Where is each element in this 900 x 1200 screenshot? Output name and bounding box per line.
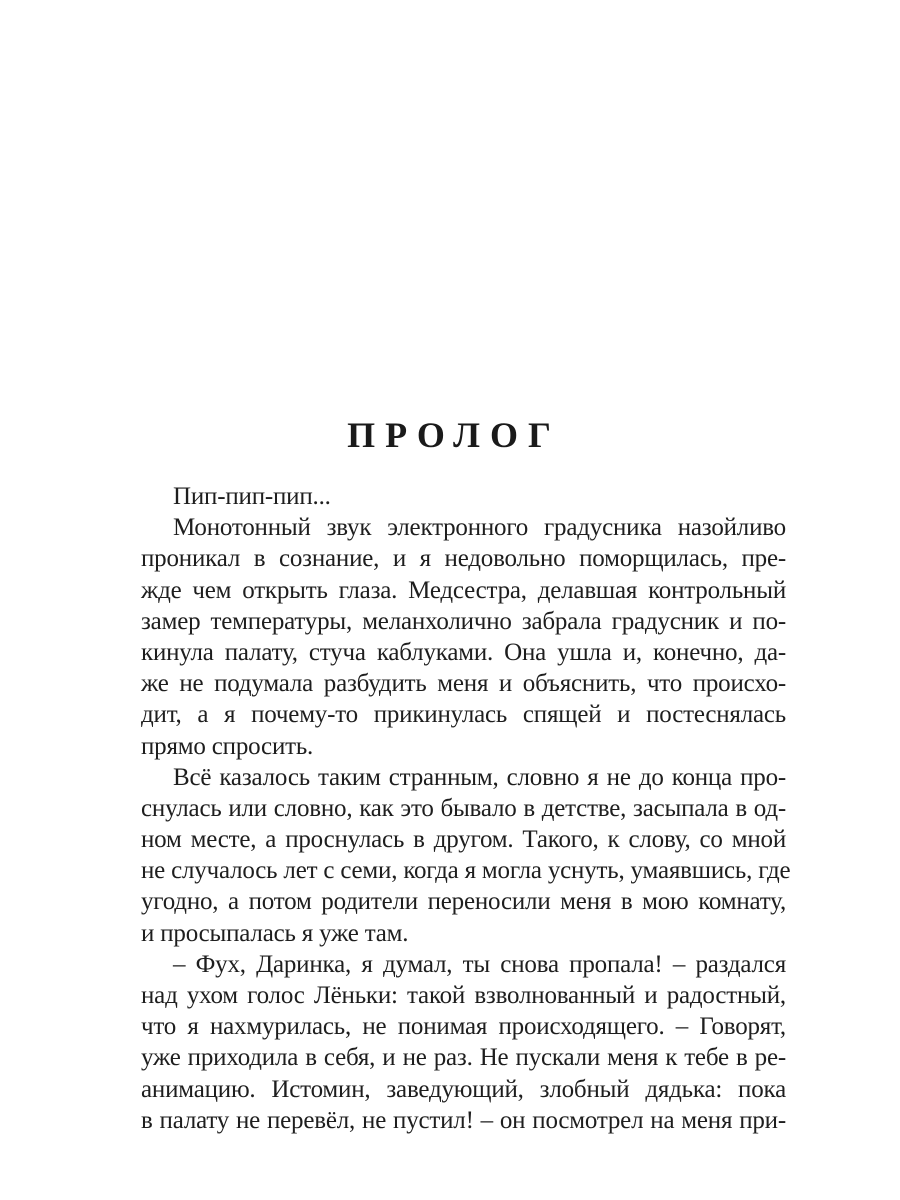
text-line: кинула палату, стуча каблуками. Она ушла и, конечно, да- bbox=[141, 638, 786, 666]
text-line: в палату не перевёл, не пустил! – он посмотрел на меня при- bbox=[141, 1106, 786, 1134]
text-line: жде чем открыть глаза. Медсестра, делавшая контрольный bbox=[141, 576, 786, 604]
text-line: замер температуры, меланхолично забрала градусник и по- bbox=[141, 607, 786, 635]
chapter-body bbox=[141, 481, 791, 1136]
text-line: над ухом голос Лёньки: такой взволнованный и радостный, bbox=[141, 982, 786, 1009]
text-line: проникал в сознание, и я недовольно поморщилась, пре- bbox=[141, 545, 786, 573]
text-line: – Фух, Даринка, я думал, ты снова пропала! – раздался bbox=[173, 950, 786, 978]
chapter-title: ПРОЛОГ bbox=[347, 415, 561, 455]
text-line: не случалось лет с семи, когда я могла уснуть, умаявшись, где bbox=[141, 857, 791, 885]
text-line: снулась или словно, как это бывало в детстве, засыпала в од- bbox=[141, 794, 786, 822]
text-line: Пип-пип-пип... bbox=[173, 483, 331, 510]
text-line: что я нахмурилась, не понимая происходящего. – Говорят, bbox=[141, 1013, 786, 1041]
text-line: Монотонный звук электронного градусника назойливо bbox=[173, 514, 786, 542]
text-line: же не подумала разбудить меня и объяснить, что происхо- bbox=[141, 670, 786, 698]
text-line: ном месте, а проснулась в другом. Такого, к слову, со мной bbox=[141, 826, 786, 854]
text-line: угодно, а потом родители переносили меня в мою комнату, bbox=[141, 888, 786, 916]
text-line: Всё казалось таким странным, словно я не до конца про- bbox=[173, 763, 786, 791]
text-line: уже приходила в себя, и не раз. Не пускали меня к тебе в ре- bbox=[141, 1044, 786, 1072]
text-line: анимацию. Истомин, заведующий, злобный дядька: пока bbox=[141, 1075, 786, 1103]
text-line: прямо спросить. bbox=[141, 732, 314, 760]
text-line: и просыпалась я уже там. bbox=[141, 919, 409, 947]
text-line: дит, а я почему-то прикинулась спящей и постеснялась bbox=[141, 701, 786, 729]
